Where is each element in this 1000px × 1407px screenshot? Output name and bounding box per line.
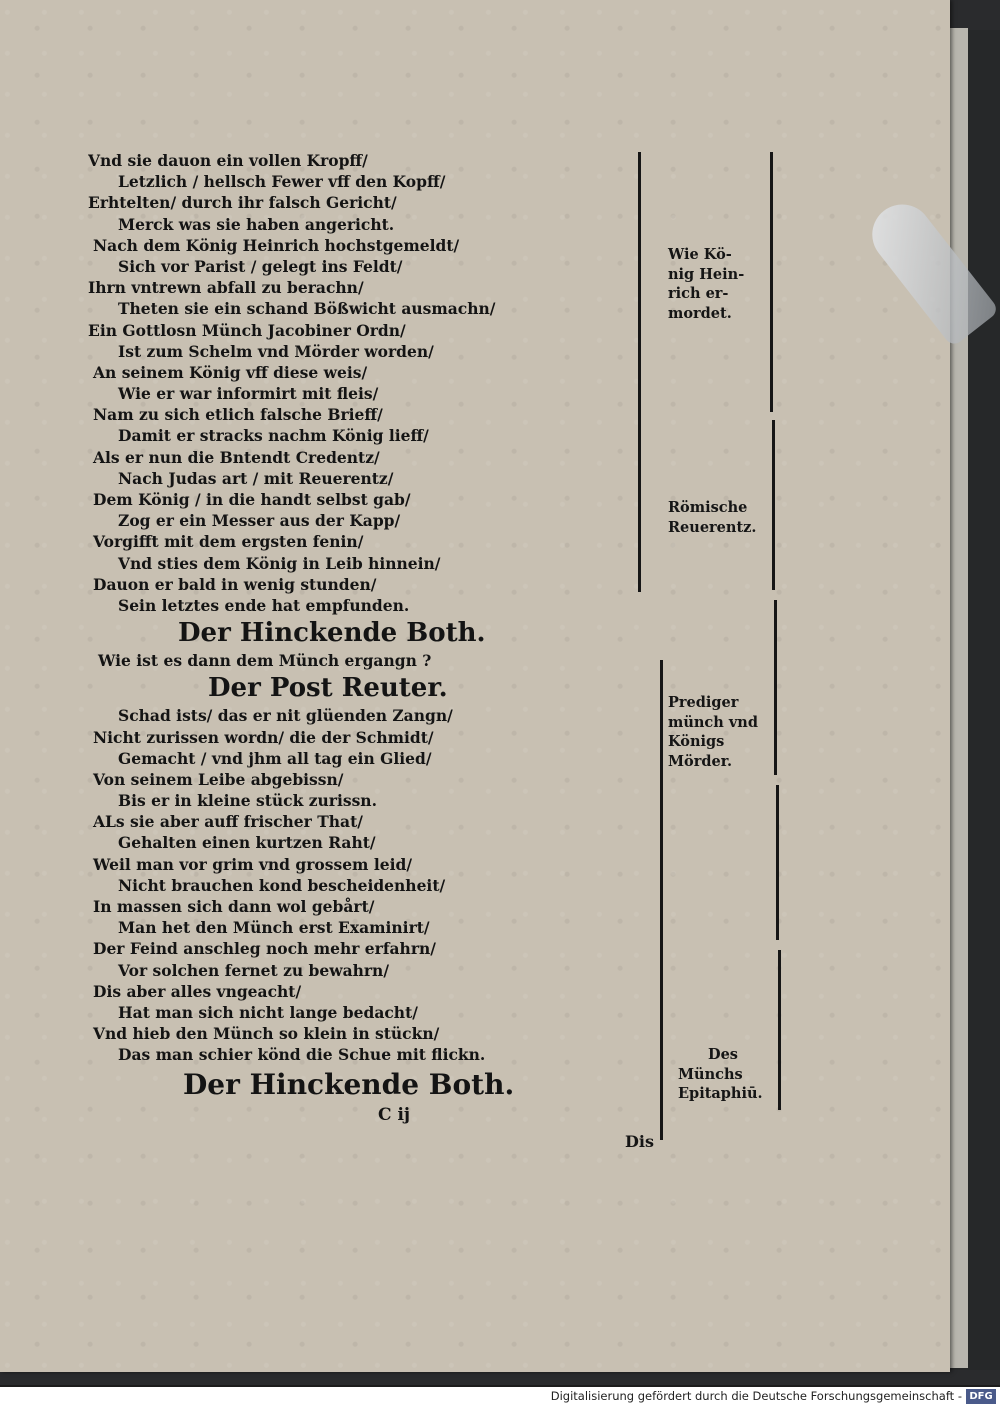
verse-line: Erhtelten/ durch ihr falsch Gericht/ <box>88 193 397 213</box>
verse-line: Dem König / in die handt selbst gab/ <box>93 490 411 509</box>
verse-line: Nicht brauchen kond bescheidenheit/ <box>118 875 446 895</box>
heading-post-reuter: Der Post Reuter. <box>208 673 448 704</box>
verse-line: An seinem König vff diese weis/ <box>93 362 368 382</box>
main-text-block <box>88 150 628 1126</box>
verse-line: Hat man sich nicht lange bedacht/ <box>118 1002 418 1022</box>
question-line: Wie ist es dann dem Münch ergangn ? <box>98 651 432 671</box>
verse-line: Ihrn vntrewn abfall zu berachn/ <box>88 278 364 298</box>
signature-mark: C ij <box>378 1104 411 1125</box>
verse-line: Zog er ein Messer aus der Kapp/ <box>118 511 401 531</box>
rule-left-1 <box>638 152 641 592</box>
verse-line: Schad ists/ das er nit glüenden Zangn/ <box>118 706 453 726</box>
verse-line: Sich vor Parist / gelegt ins Feldt/ <box>118 256 403 276</box>
marginal-note-2: Römische Reuerentz. <box>668 499 757 536</box>
verse-line: Das man schier könd die Schue mit flickn. <box>118 1045 486 1065</box>
footer-credit: Digitalisierung gefördert durch die Deutsche Forschungsgemeinschaft - <box>550 1389 962 1403</box>
verse-line: Merck was sie haben angericht. <box>118 214 395 234</box>
dfg-logo: DFG <box>966 1389 996 1404</box>
verse-line: Bis er in kleine stück zurissn. <box>118 791 377 811</box>
verse-line: Ein Gottlosn Münch Jacobiner Ordn/ <box>88 320 406 340</box>
verse-line: Als er nun die Bntendt Credentz/ <box>93 447 380 467</box>
verse-line: Weil man vor grim vnd grossem leid/ <box>93 854 412 874</box>
rule-right-4 <box>776 785 779 940</box>
marginal-note-4: Des Münchs Epitaphiū. <box>678 1046 763 1102</box>
verse-line: Nam zu sich etlich falsche Brieff/ <box>93 405 383 425</box>
marginal-note-1: Wie Kö- nig Hein- rich er- mordet. <box>668 246 745 322</box>
marginal-note-3: Prediger münch vnd Königs Mörder. <box>668 694 758 770</box>
verse-line: Nach Judas art / mit Reuerentz/ <box>118 468 394 488</box>
catchword: Dis <box>625 1132 654 1151</box>
verse-line: Vor solchen fernet zu bewahrn/ <box>118 960 389 980</box>
verse-line: Wie er war informirt mit fleis/ <box>118 384 379 404</box>
verse-line: Nach dem König Heinrich hochstgemeldt/ <box>93 235 460 255</box>
verse-line: Der Feind anschleg noch mehr erfahrn/ <box>93 939 436 959</box>
verse-line: Dauon er bald in wenig stunden/ <box>93 574 377 594</box>
verse-line: Vnd sties dem König in Leib hinnein/ <box>118 553 441 573</box>
verse-line: Man het den Münch erst Examinirt/ <box>118 918 430 938</box>
verse-line: Vnd hieb den Münch so klein in stückn/ <box>93 1024 440 1044</box>
verse-line: Letzlich / hellsch Fewer vff den Kopff/ <box>118 172 446 192</box>
verse-line: Von seinem Leibe abgebissn/ <box>93 769 344 789</box>
footer-bar <box>0 1387 1000 1407</box>
poem-stanza-1 <box>88 150 628 616</box>
rule-left-2 <box>660 660 663 1140</box>
verse-line: Damit er stracks nachm König lieff/ <box>118 426 429 446</box>
verse-line: In massen sich dann wol gebårt/ <box>93 897 375 916</box>
heading-hinckende-both: Der Hinckende Both. <box>178 618 486 649</box>
poem-stanza-2 <box>88 705 628 1065</box>
verse-line: Vnd sie dauon ein vollen Kropff/ <box>88 151 368 170</box>
verse-line: Theten sie ein schand Bößwicht ausmachn/ <box>118 299 496 319</box>
verse-line: Nicht zurissen wordn/ die der Schmidt/ <box>93 727 434 747</box>
verse-line: Ist zum Schelm vnd Mörder worden/ <box>118 341 434 361</box>
verse-line: Gemacht / vnd jhm all tag ein Glied/ <box>118 748 432 768</box>
verse-line: Vorgifft mit dem ergsten fenin/ <box>93 532 364 552</box>
verse-line: Dis aber alles vngeacht/ <box>93 981 302 1001</box>
verse-line: ALs sie aber auff frischer That/ <box>93 812 363 832</box>
verse-line: Sein letztes ende hat empfunden. <box>118 595 410 615</box>
verse-line: Gehalten einen kurtzen Raht/ <box>118 833 376 853</box>
heading-hinckende-both-2: Der Hinckende Both. <box>183 1067 515 1101</box>
